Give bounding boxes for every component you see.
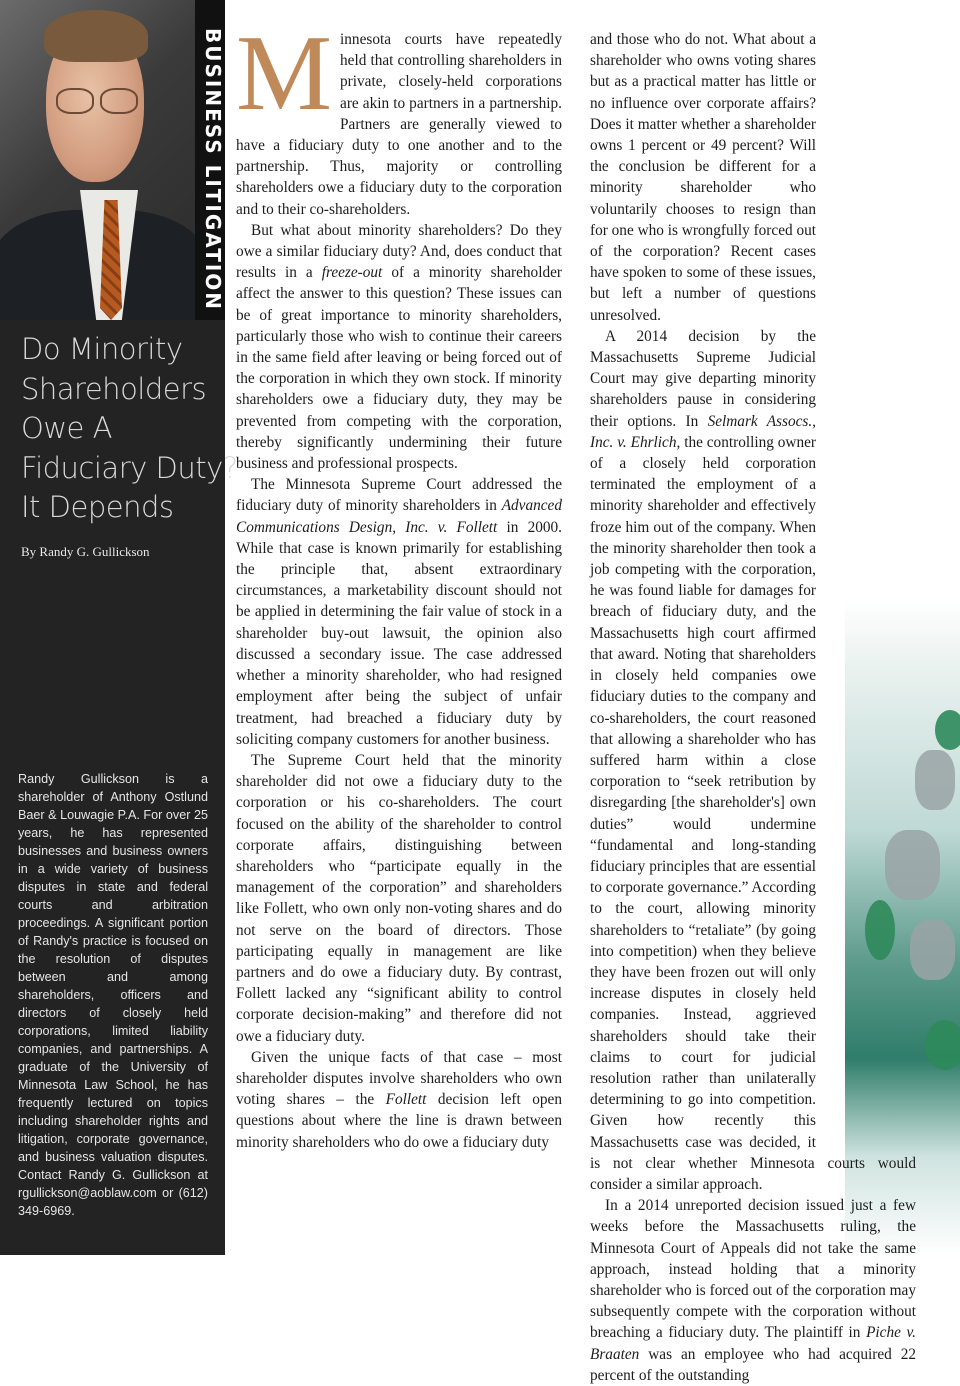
paragraph: The Supreme Court held that the minority shareholder did not owe a fiduciary duty to the corporation or his co-shareholders. The court focused on the ability of the shareholder to control corporate affairs, distinguishing between shareholders who “participate equally in the management of the corporation” and shareholders like Follett, who own only non-voting shares and do not serve on the board of directors. Those participating equally in management are like partners and do owe a fiduciary duty. By contrast, Follett lacked any “significant ability to control corporate decision-making” and therefore did not owe a fiduciary duty. <box>236 751 562 1045</box>
drop-cap: M <box>236 14 333 133</box>
paragraph: A 2014 decision by the Massachusetts Supreme Judicial Court may give departing minority shareholders pause in considering their options. In Selmark Assocs., Inc. v. Ehrlich, the controlling owner of a closely held corporation terminated the employment of a minority shareholder and effectively froze him out of the company. When the minority shareholder then took a job competing with the corporation, he was found liable for damages for breach of fiduciary duty, and the Massachusetts high court affirmed that award. Noting that shareholders in closely held companies owe fiduciary duties to the company and co-shareholders, the court reasoned that allowing a shareholder who has suffered harm within a close corporation to “seek retribution by disregarding [the shareholder's] own duties” would undermine “fundamental and long-standing fiduciary principles that are essential to corporate governance.” According to the court, allowing minority shareholders to “retaliate” (by going into competition) when they believe they have been frozen out will only increase disputes in closely held companies. Instead, aggrieved shareholders should take their claims to court for judicial resolution rather than unilaterally determining to go into competition. Given how recently this Massachusetts case was decided, it is not clear whether Minnesota courts would consider a similar approach. <box>590 327 916 1193</box>
headline-line: It Depends <box>21 490 174 524</box>
article-column-2 <box>590 29 916 1386</box>
paragraph: Minnesota courts have repeatedly held that controlling shareholders in private, closely-held corporations are akin to partners in a partnership. Partners are generally viewed to have a fiduciary duty to one another and to the partnership. Thus, majority or controlling shareholders owe a fiduciary duty to the corporation and to their co-shareholders. <box>236 14 562 218</box>
byline: By Randy G. Gullickson <box>21 544 150 559</box>
author-bio: Randy Gullickson is a shareholder of Anthony Ostlund Baer & Louwagie P.A. For over 25 years, he has represented businesses and business owners in a wide variety of business disputes in state and federal courts and arbitration proceedings. A significant portion of Randy's practice is focused on the resolution of disputes between and among shareholders, officers and directors of closely held corporations, limited liability companies, and partnerships. A graduate of the University of Minnesota Law School, he has frequently lectured on topics including shareholder rights and litigation, corporate governance, and business valuation disputes. Contact Randy G. Gullickson at rgullickson@aoblaw.com or (612) 349-6969. <box>18 772 208 1218</box>
author-photo <box>0 0 195 320</box>
article-headline <box>21 330 238 528</box>
paragraph: But what about minority shareholders? Do they owe a similar fiduciary duty? And, does conduct that results in a freeze-out of a minority shareholder affect the answer to this question? These issues can be of great importance to minority shareholders, particularly those who wish to continue their careers in the same field after leaving or being forced out of the corporation in which they own stock. If minority shareholders owe a fiduciary duty, they may be prevented from competing with the corporation, thereby significantly undermining their future business and professional prospects. <box>236 221 562 473</box>
headline-line: Owe A <box>21 411 112 445</box>
headline-line: Do Minority <box>21 332 183 366</box>
paragraph: The Minnesota Supreme Court addressed the fiduciary duty of minority shareholders in Advanced Communications Design, Inc. v. Follett in 2000. While that case is known primarily for establishing the principle that, absent extraordinary circumstances, a marketability discount should not be applied in determining the fair value of stock in a shareholder buy-out lawsuit, the opinion also discussed a secondary issue. The case addressed whether a minority shareholder, who had resigned employment after being the subject of unfair treatment, had breached a fiduciary duty by soliciting company customers for another business. <box>236 476 562 748</box>
sidebar <box>0 0 238 1255</box>
headline-line: Fiduciary Duty? <box>21 450 238 485</box>
article-column-1 <box>236 14 562 1153</box>
paragraph: In a 2014 unreported decision issued just a few weeks before the Massachusetts ruling, the Minnesota Court of Appeals did not take the same approach, instead holding that a minority shareholder who is forced out of the corporation may subsequently compete with the corporation without breaching a fiduciary duty. The plaintiff in Piche v. Braaten was an employee who had acquired 22 percent of the outstanding <box>590 1197 916 1384</box>
section-label <box>195 0 225 320</box>
section-label-text: BUSINESS LITIGATION <box>201 28 225 312</box>
paragraph: and those who do not. What about a shareholder who owns voting shares but as a practical matter has little or no influence over corporate affairs? Does it matter whether a shareholder owns 1 percent or 49 percent? Will the conclusion be different for a minority shareholder who voluntarily chooses to resign than for one who is wrongfully forced out of the corporation? Recent cases have spoken to some of these issues, but left a number of questions unresolved. <box>590 31 817 324</box>
paragraph: Given the unique facts of that case – most shareholder disputes involve shareholders who own voting shares – the Follett decision left open questions about where the line is drawn between minority shareholders who do owe a fiduciary duty <box>236 1048 562 1151</box>
headline-line: Shareholders <box>21 371 207 406</box>
